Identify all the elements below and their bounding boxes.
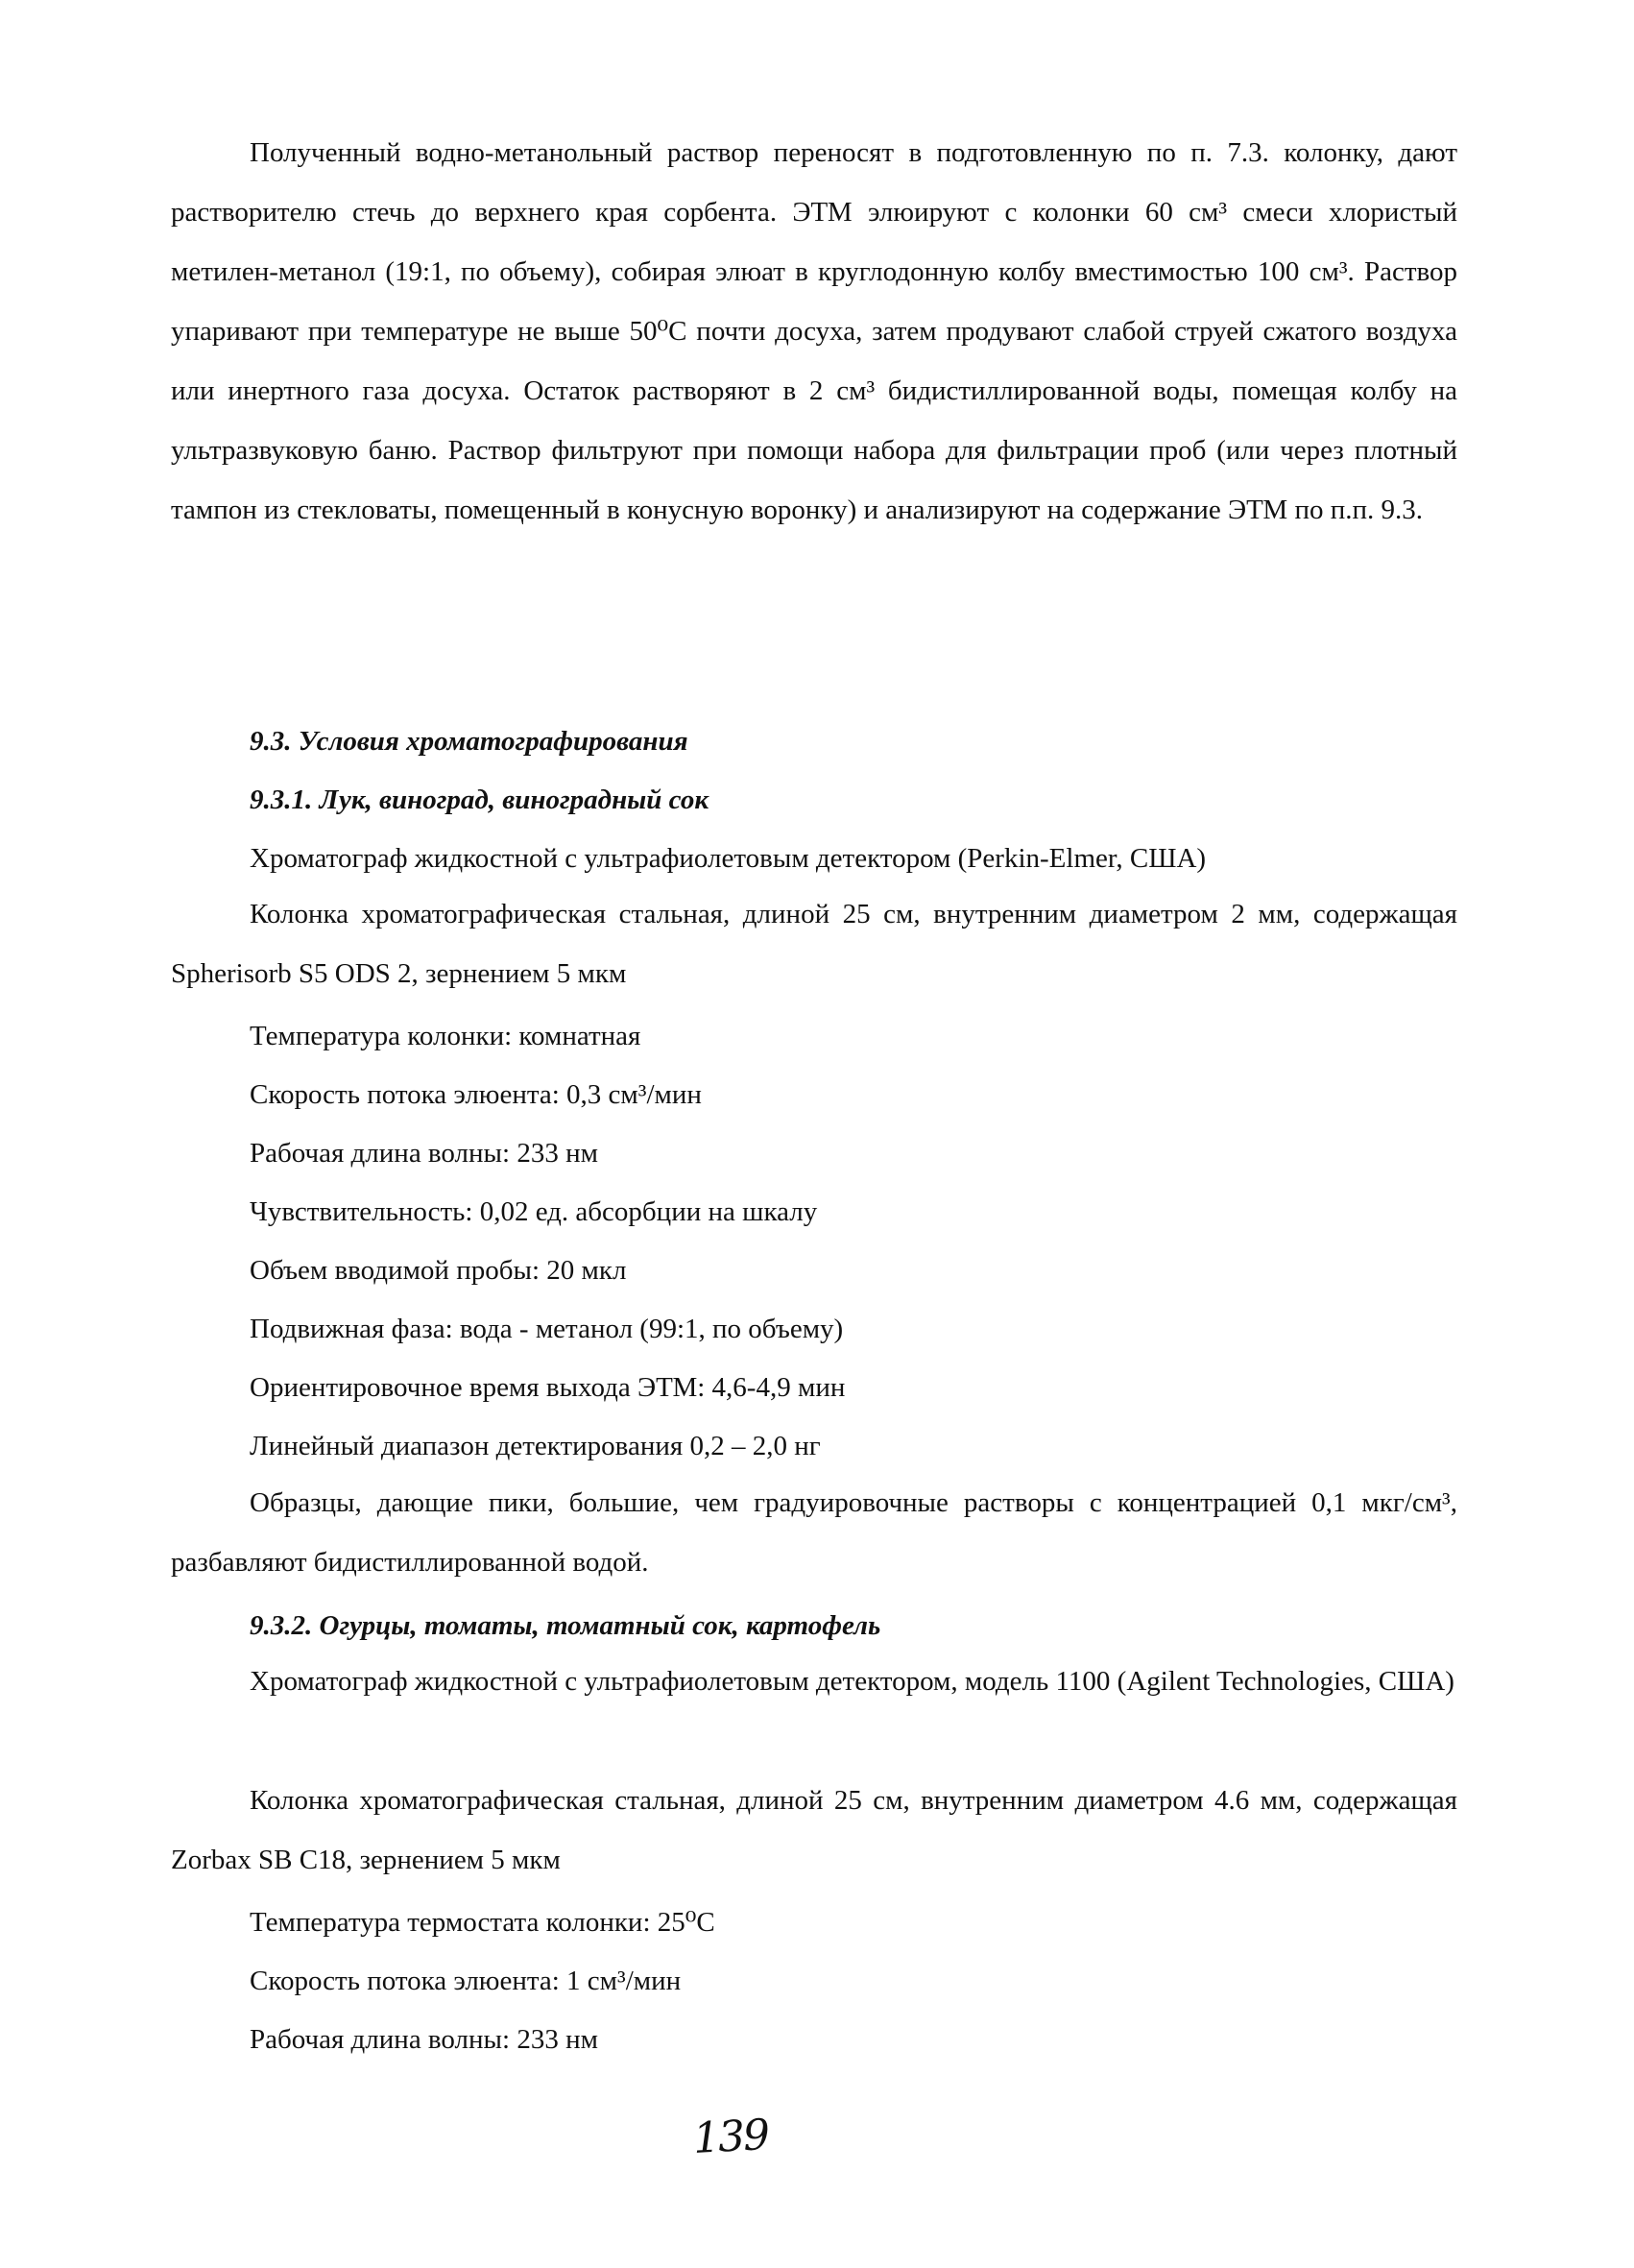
section-heading-9-3: 9.3. Условия хроматографирования [250, 726, 688, 757]
s2-flow-rate-line: Скорость потока элюента: 1 см³/мин [250, 1966, 682, 1996]
s1-sample-volume-line: Объем вводимой пробы: 20 мкл [250, 1255, 627, 1286]
s1-mobile-phase-line: Подвижная фаза: вода - метанол (99:1, по объему) [250, 1314, 844, 1344]
s1-wavelength-line: Рабочая длина волны: 233 нм [250, 1138, 598, 1169]
s1-flow-rate-line: Скорость потока элюента: 0,3 см³/мин [250, 1079, 702, 1110]
handwritten-page-number: 139 [691, 2110, 770, 2164]
intro-paragraph: Полученный водно-метанольный раствор переносят в подготовленную по п. 7.3. колонку, дают растворителю стечь до верхнего края сорбента. ЭТМ элюируют с колонки 60 см³ смеси хлористый метилен-метанол (19:1, по объему), собирая элюат в круглодонную колбу вместимостью 100 см³. Раствор упаривают при температуре не выше 50⁰С почти досуха, затем продувают слабой струей сжатого воздуха или инертного газа досуха. Остаток растворяют в 2 см³ бидистиллированной воды, помещая колбу на ультразвуковую баню. Раствор фильтруют при помощи набора для фильтрации проб (или через плотный тампон из стекловаты, помещенный в конусную воронку) и анализируют на содержание ЭТМ по п.п. 9.3. [171, 137, 1457, 525]
s1-dilution-paragraph: Образцы, дающие пики, большие, чем градуировочные растворы с концентрацией 0,1 мкг/см³, разбавляют бидистиллированной водой. [171, 1487, 1457, 1578]
s2-chromatograph-paragraph: Хроматограф жидкостной с ультрафиолетовым детектором, модель 1100 (Agilent Technologies, США) [250, 1666, 1454, 1697]
s1-linear-range-line: Линейный диапазон детектирования 0,2 – 2,0 нг [250, 1431, 821, 1461]
subsection-heading-9-3-1: 9.3.1. Лук, виноград, виноградный сок [250, 784, 709, 815]
s2-wavelength-line: Рабочая длина волны: 233 нм [250, 2024, 598, 2055]
s1-chromatograph-line: Хроматограф жидкостной с ультрафиолетовым детектором (Perkin-Elmer, США) [250, 843, 1207, 874]
s2-column-paragraph: Колонка хроматографическая стальная, длиной 25 см, внутренним диаметром 4.6 мм, содержащая Zorbax SB C18, зернением 5 мкм [171, 1785, 1457, 1875]
s1-column-paragraph: Колонка хроматографическая стальная, длиной 25 см, внутренним диаметром 2 мм, содержащая Spherisorb S5 ODS 2, зернением 5 мкм [171, 899, 1457, 989]
s2-thermostat-temp-line: Температура термостата колонки: 25⁰С [250, 1907, 715, 1938]
subsection-heading-9-3-2: 9.3.2. Огурцы, томаты, томатный сок, картофель [250, 1610, 881, 1641]
s1-retention-time-line: Ориентировочное время выхода ЭТМ: 4,6-4,9 мин [250, 1372, 846, 1403]
s1-sensitivity-line: Чувствительность: 0,02 ед. абсорбции на шкалу [250, 1196, 818, 1227]
s1-column-temp-line: Температура колонки: комнатная [250, 1021, 641, 1051]
